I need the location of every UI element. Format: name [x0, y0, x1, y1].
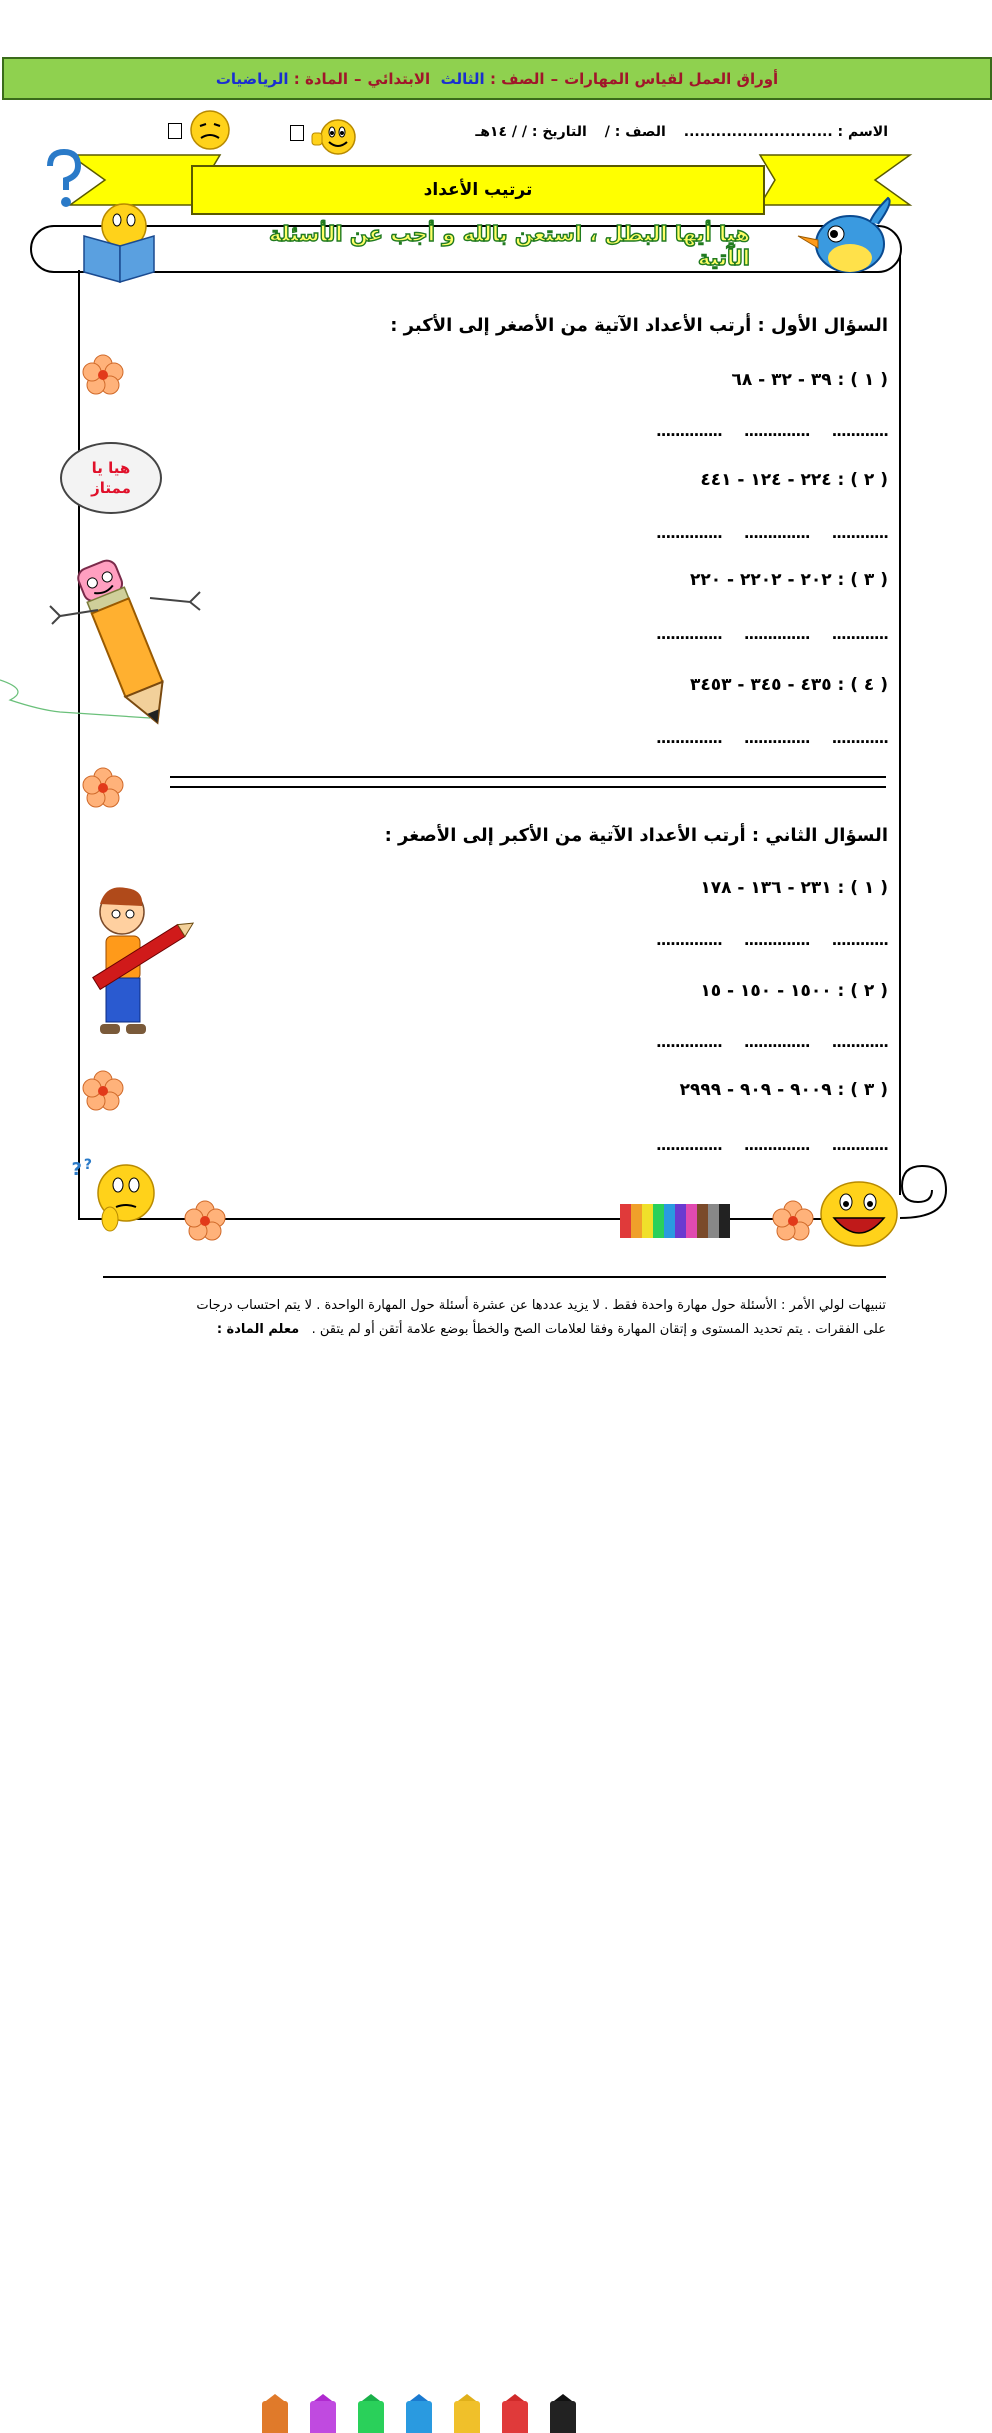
q1-answer-row-3[interactable] — [656, 625, 888, 643]
date-field[interactable]: التاريخ : / / ١٤هـ — [475, 124, 587, 140]
q1-item-3: ( ٣ ) : ٢٠٢ - ٢٢٠٢ - ٢٢٠ — [689, 570, 888, 590]
teacher-label: معلم المادة : — [216, 1322, 300, 1337]
worksheet-title: ترتيب الأعداد — [191, 165, 765, 215]
mastered-checkbox[interactable] — [290, 125, 304, 141]
answer-blank[interactable]: .............. — [656, 625, 722, 643]
answer-blank[interactable]: ............ — [831, 422, 888, 440]
q1-item-4: ( ٤ ) : ٤٣٥ - ٣٤٥ - ٣٤٥٣ — [689, 675, 888, 695]
colored-pencils-icon — [240, 1196, 760, 1240]
section-divider — [170, 776, 886, 788]
answer-blank[interactable]: .............. — [656, 1033, 722, 1051]
answer-blank[interactable]: .............. — [743, 729, 810, 747]
q1-answer-row-2[interactable] — [656, 524, 888, 542]
q2-answer-row-2[interactable] — [656, 1033, 888, 1051]
flower-icon — [80, 1068, 126, 1114]
frame-right-border — [899, 255, 901, 1195]
answer-blank[interactable]: .............. — [656, 729, 722, 747]
svg-text:?: ? — [71, 1159, 82, 1180]
parent-note-line-2 — [217, 1322, 886, 1337]
thinking-smiley-icon — [71, 1155, 160, 1241]
scroll-curl-icon — [880, 1162, 950, 1220]
answer-blank[interactable]: ............ — [831, 625, 888, 643]
parent-note-line-1: تنبيهات لولي الأمر : الأسئلة حول مهارة واحدة فقط . لا يزيد عددها عن عشرة أسئلة حول المهارة الواحدة . لا يتم احتساب درجات — [196, 1298, 886, 1313]
instruction-text: هيا أيها البطل ، استعن بالله و أجب عن الأسئلة الآتية — [269, 222, 750, 270]
flower-icon — [80, 352, 126, 398]
q1-answer-row-4[interactable] — [656, 729, 888, 747]
bubble-line-2: ممتاز — [91, 479, 131, 497]
flower-icon — [770, 1198, 816, 1244]
banner-dash: – — [550, 69, 559, 88]
answer-blank[interactable]: .............. — [656, 1136, 722, 1154]
answer-blank[interactable]: .............. — [656, 422, 722, 440]
q1-item-2: ( ٢ ) : ٢٢٤ - ١٢٤ - ٤٤١ — [700, 470, 888, 490]
banner-grade-label: الصف : — [489, 69, 545, 88]
footer-rule — [103, 1276, 886, 1278]
q2-answer-row-3[interactable] — [656, 1136, 888, 1154]
answer-blank[interactable]: .............. — [656, 524, 722, 542]
banner-stage: الابتدائي — [367, 69, 431, 88]
answer-blank[interactable]: .............. — [656, 931, 722, 949]
q2-item-3: ( ٣ ) : ٩٠٠٩ - ٩٠٩ - ٢٩٩٩ — [679, 1080, 888, 1100]
banner-part1: أوراق العمل لقياس المهارات — [564, 69, 779, 88]
boy-with-pencil-icon — [86, 880, 190, 1050]
question-mark-icon — [40, 148, 84, 212]
header-banner — [2, 57, 992, 100]
answer-blank[interactable]: ............ — [831, 1136, 888, 1154]
answer-blank[interactable]: .............. — [743, 625, 810, 643]
svg-text:?: ? — [83, 1157, 92, 1173]
name-field[interactable]: الاسم : ............................ — [683, 124, 888, 140]
parent-note-line-2-text: على الفقرات . يتم تحديد المستوى و إتقان المهارة وفقا لعلامات الصح والخطأ بوضع علامة أتقن أو لم يتقن . — [311, 1322, 886, 1337]
answer-blank[interactable]: ............ — [831, 729, 888, 747]
student-info-row — [160, 120, 888, 144]
banner-dash-2: – — [354, 69, 362, 88]
q1-item-1: ( ١ ) : ٣٩ - ٣٢ - ٦٨ — [731, 370, 888, 390]
smiley-frown-icon — [188, 108, 232, 152]
q1-answer-row-1[interactable] — [656, 422, 888, 440]
q2-item-1: ( ١ ) : ٢٣١ - ١٣٦ - ١٧٨ — [700, 878, 888, 898]
answer-blank[interactable]: .............. — [743, 1136, 810, 1154]
answer-blank[interactable]: ............ — [831, 1033, 888, 1051]
answer-blank[interactable]: ............ — [831, 524, 888, 542]
question-1-heading: السؤال الأول : أرتب الأعداد الآتية من الأصغر إلى الأكبر : — [390, 315, 888, 336]
q2-item-2: ( ٢ ) : ١٥٠٠ - ١٥٠ - ١٥ — [700, 981, 888, 1001]
question-2-heading: السؤال الثاني : أرتب الأعداد الآتية من الأكبر إلى الأصغر : — [384, 825, 888, 846]
q2-answer-row-1[interactable] — [656, 931, 888, 949]
reading-smiley-icon — [80, 200, 160, 284]
pencil-character-icon — [0, 540, 210, 730]
bubble-line-1: هيا يا — [91, 458, 131, 477]
speech-bubble — [60, 442, 162, 514]
answer-blank[interactable]: ............ — [831, 931, 888, 949]
flower-icon — [80, 765, 126, 811]
not-mastered-checkbox[interactable] — [168, 123, 182, 139]
class-field[interactable]: الصف : / — [604, 124, 666, 140]
flower-icon — [182, 1198, 228, 1244]
blue-bird-icon — [790, 196, 898, 280]
answer-blank[interactable]: .............. — [743, 422, 810, 440]
answer-blank[interactable]: .............. — [743, 931, 810, 949]
banner-subject-label: المادة : — [293, 69, 349, 88]
banner-grade-value: الثالث — [440, 69, 485, 88]
answer-blank[interactable]: .............. — [743, 524, 810, 542]
answer-blank[interactable]: .............. — [743, 1033, 810, 1051]
banner-subject-value: الرياضيات — [215, 69, 289, 88]
